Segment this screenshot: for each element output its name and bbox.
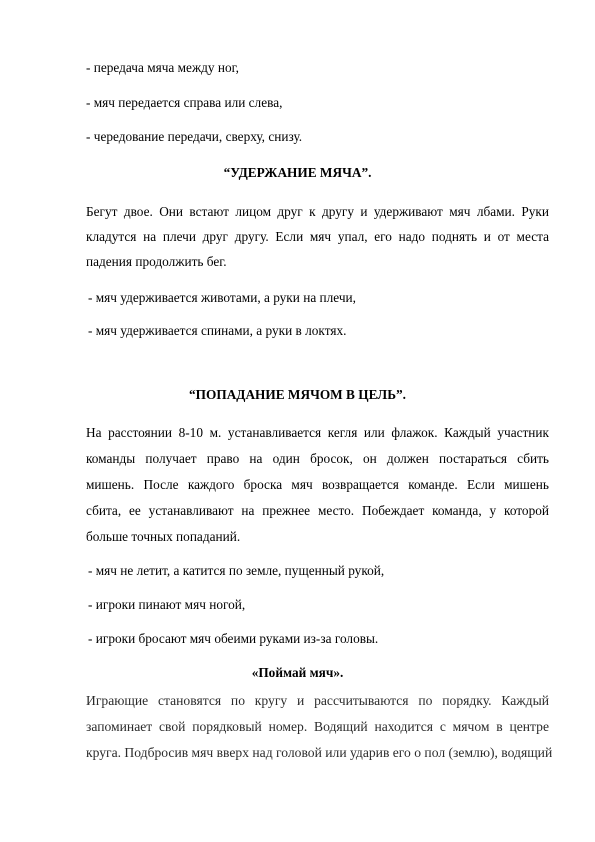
paragraph-line: Играющие становятся по кругу и рассчитываются по порядку. Каждый: [86, 693, 549, 708]
paragraph-line: больше точных попаданий.: [86, 529, 241, 544]
paragraph-line: круга. Подбросив мяч вверх над головой или ударив его о пол (землю), водящий: [86, 745, 553, 760]
list-item: - мяч удерживается спинами, а руки в локтях.: [88, 323, 347, 338]
paragraph-line: На расстоянии 8-10 м. устанавливается кегля или флажок. Каждый участник: [86, 425, 549, 440]
paragraph-line: падения продолжить бег.: [86, 254, 227, 269]
list-item: - чередование передачи, сверху, снизу.: [86, 129, 303, 144]
list-item: - игроки пинают мяч ногой,: [88, 597, 246, 612]
list-item: - передача мяча между ног,: [86, 60, 239, 75]
section-title: «Поймай мяч».: [251, 665, 344, 680]
list-item: - игроки бросают мяч обеими руками из-за головы.: [88, 631, 379, 646]
list-item: - мяч не летит, а катится по земле, пущенный рукой,: [88, 563, 385, 578]
section-title: “УДЕРЖАНИЕ МЯЧА”.: [223, 165, 372, 180]
paragraph-line: мишень. После каждого броска мяч возвращается команде. Если мишень: [86, 477, 549, 492]
paragraph-line: сбита, ее устанавливают на прежнее место. Побеждает команда, у которой: [86, 503, 549, 518]
paragraph-line: кладутся на плечи друг другу. Если мяч упал, его надо поднять и от места: [86, 229, 549, 244]
paragraph-line: команды получает право на один бросок, он должен постараться сбить: [86, 451, 549, 466]
list-item: - мяч передается справа или слева,: [86, 95, 283, 110]
section-title: “ПОПАДАНИЕ МЯЧОМ В ЦЕЛЬ”.: [189, 387, 406, 402]
list-item: - мяч удерживается животами, а руки на плечи,: [88, 290, 357, 305]
paragraph-line: запоминает свой порядковый номер. Водящий находится с мячом в центре: [86, 719, 549, 734]
paragraph-line: Бегут двое. Они встают лицом друг к другу и удерживают мяч лбами. Руки: [86, 204, 549, 219]
